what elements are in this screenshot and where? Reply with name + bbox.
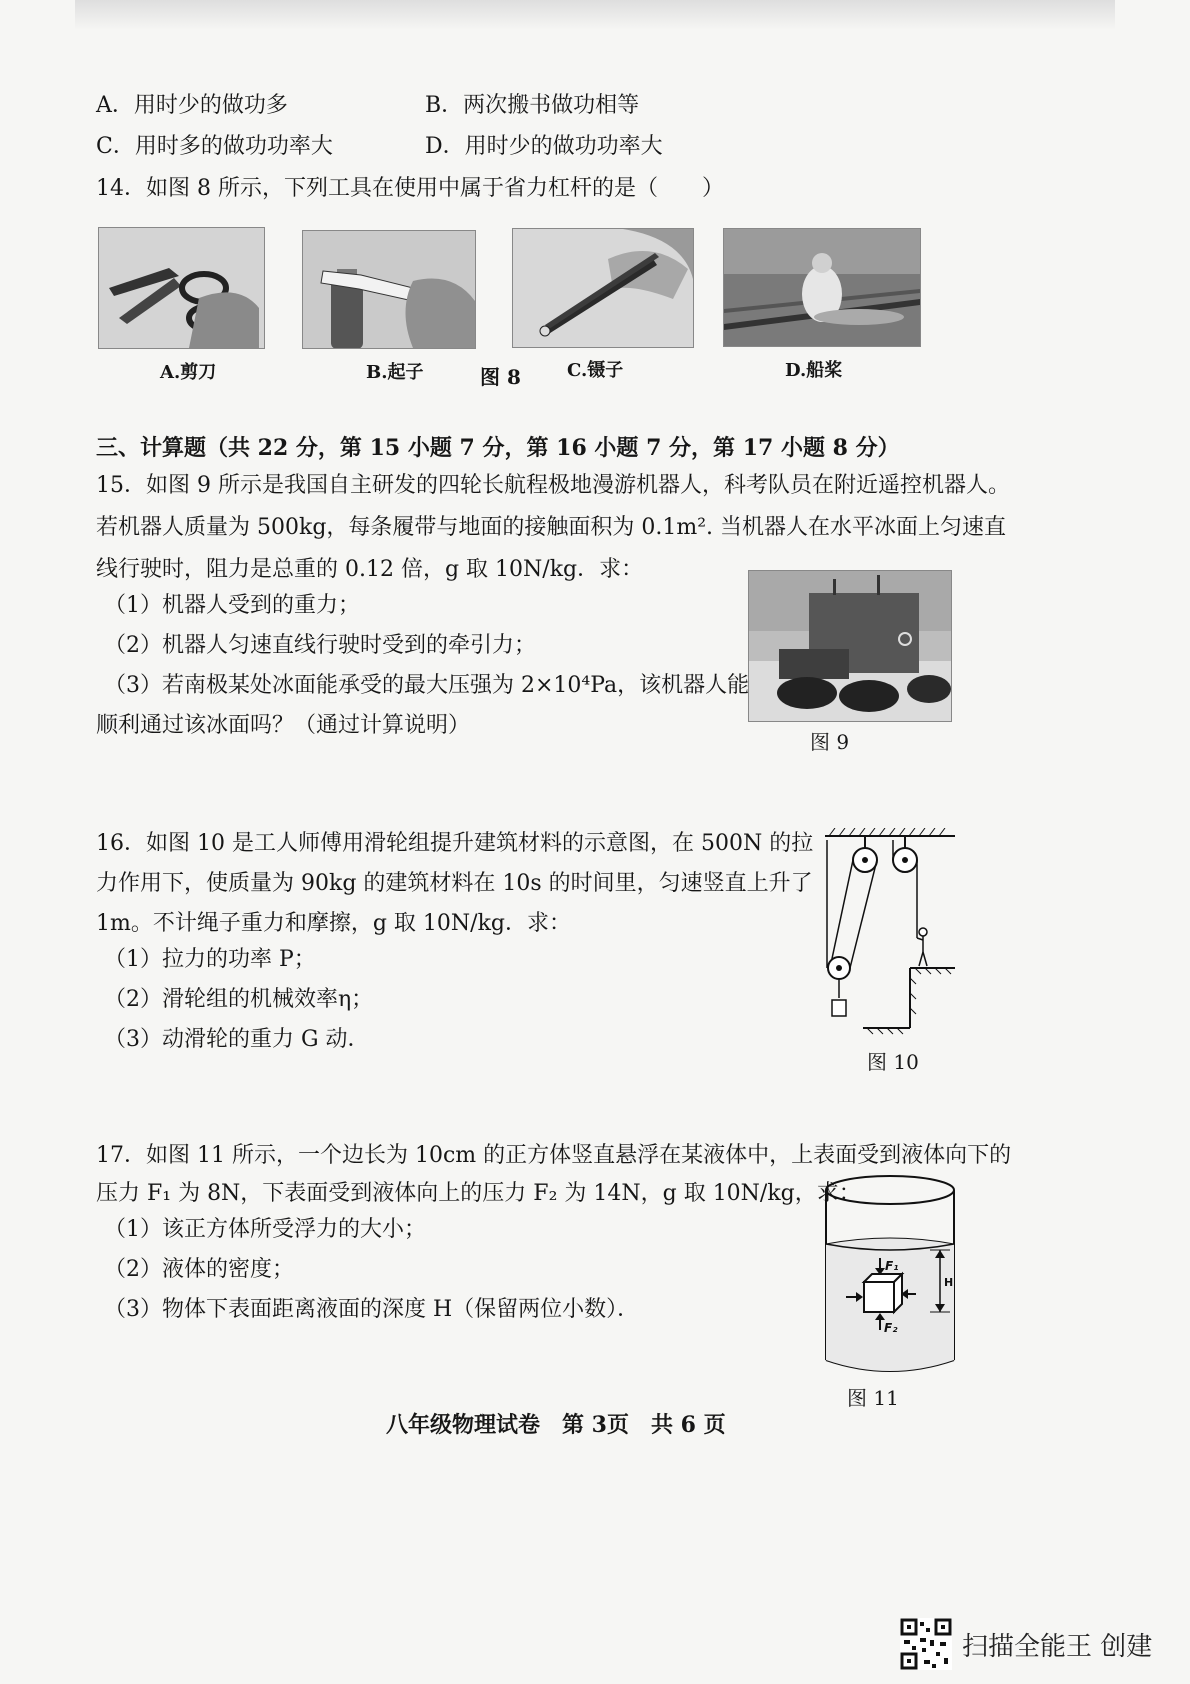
q16-line-1: 16．如图 10 是工人师傅用滑轮组提升建筑材料的示意图，在 500N 的拉 — [96, 831, 814, 856]
q15-line-3: 线行驶时，阻力是总重的 0.12 倍，g 取 10N/kg．求： — [96, 557, 644, 582]
scanner-watermark — [900, 1618, 1152, 1670]
q16-line-2: 力作用下，使质量为 90kg 的建筑材料在 10s 的时间里，匀速竖直上升了 — [96, 871, 813, 896]
q13-option-d: D．用时少的做功功率大 — [425, 134, 663, 159]
floating-cube-diagram — [818, 1172, 968, 1382]
q15-line-2: 若机器人质量为 500kg，每条履带与地面的接触面积为 0.1m². 当机器人在水平冰面上匀速直 — [96, 515, 1007, 540]
depth-h-label: H — [944, 1276, 954, 1289]
oar-photo — [723, 228, 921, 347]
page-footer: 八年级物理试卷 第 3页 共 6 页 — [386, 1412, 726, 1438]
q14-caption-a: A.剪刀 — [160, 362, 217, 383]
q15-line-1: 15．如图 9 所示是我国自主研发的四轮长航程极地漫游机器人，科考队员在附近遥控机器人。 — [96, 473, 1010, 498]
q17-sub-3: （3）物体下表面距离液面的深度 H（保留两位小数）． — [104, 1297, 640, 1322]
scanner-watermark-text: 扫描全能王 创建 — [962, 1631, 1153, 1662]
q13-option-a: A．用时少的做功多 — [96, 93, 288, 118]
f2-label: F₂ — [884, 1321, 898, 1335]
q16-sub-3: （3）动滑轮的重力 G 动． — [104, 1027, 370, 1052]
q15-sub-3: （3）若南极某处冰面能承受的最大压强为 2×10⁴Pa，该机器人能 — [104, 673, 750, 698]
q14-caption-c: C.镊子 — [567, 360, 624, 381]
bottle-opener-photo — [302, 230, 476, 349]
q14-stem: 14．如图 8 所示，下列工具在使用中属于省力杠杆的是（ ） — [96, 176, 724, 201]
q15-sub-3-cont: 顺利通过该冰面吗？（通过计算说明） — [96, 713, 471, 738]
tweezers-photo — [512, 228, 694, 348]
q14-caption-d: D.船桨 — [785, 360, 843, 381]
figure-9-label: 图 9 — [810, 730, 850, 754]
figure-10-label: 图 10 — [867, 1050, 919, 1074]
q13-option-b: B．两次搬书做功相等 — [425, 93, 640, 118]
q17-line-2: 压力 F₁ 为 8N，下表面受到液体向上的压力 F₂ 为 14N，g 取 10N/kg，求： — [96, 1181, 861, 1206]
pulley-system-diagram — [815, 828, 965, 1043]
qr-code-icon — [900, 1618, 952, 1670]
q17-sub-2: （2）液体的密度； — [104, 1257, 294, 1282]
q16-sub-2: （2）滑轮组的机械效率η； — [104, 987, 374, 1012]
scan-top-edge — [75, 0, 1115, 30]
q16-sub-1: （1）拉力的功率 P； — [104, 947, 316, 972]
figure-8-label: 图 8 — [480, 365, 521, 389]
q16-line-3: 1m。不计绳子重力和摩擦，g 取 10N/kg．求： — [96, 911, 571, 936]
q17-line-1: 17．如图 11 所示，一个边长为 10cm 的正方体竖直悬浮在某液体中，上表面受到液体向下的 — [96, 1143, 1012, 1168]
polar-robot-photo — [748, 570, 952, 722]
section-3-title: 三、计算题（共 22 分，第 15 小题 7 分，第 16 小题 7 分，第 17 小题 8 分） — [96, 435, 900, 461]
f1-label: F₁ — [885, 1259, 899, 1273]
scissors-photo — [98, 227, 265, 349]
q14-caption-b: B.起子 — [366, 362, 424, 383]
figure-11-label: 图 11 — [847, 1386, 899, 1410]
q13-option-c: C．用时多的做功功率大 — [96, 134, 333, 159]
q15-sub-2: （2）机器人匀速直线行驶时受到的牵引力； — [104, 633, 536, 658]
q17-sub-1: （1）该正方体所受浮力的大小； — [104, 1217, 426, 1242]
q15-sub-1: （1）机器人受到的重力； — [104, 593, 360, 618]
